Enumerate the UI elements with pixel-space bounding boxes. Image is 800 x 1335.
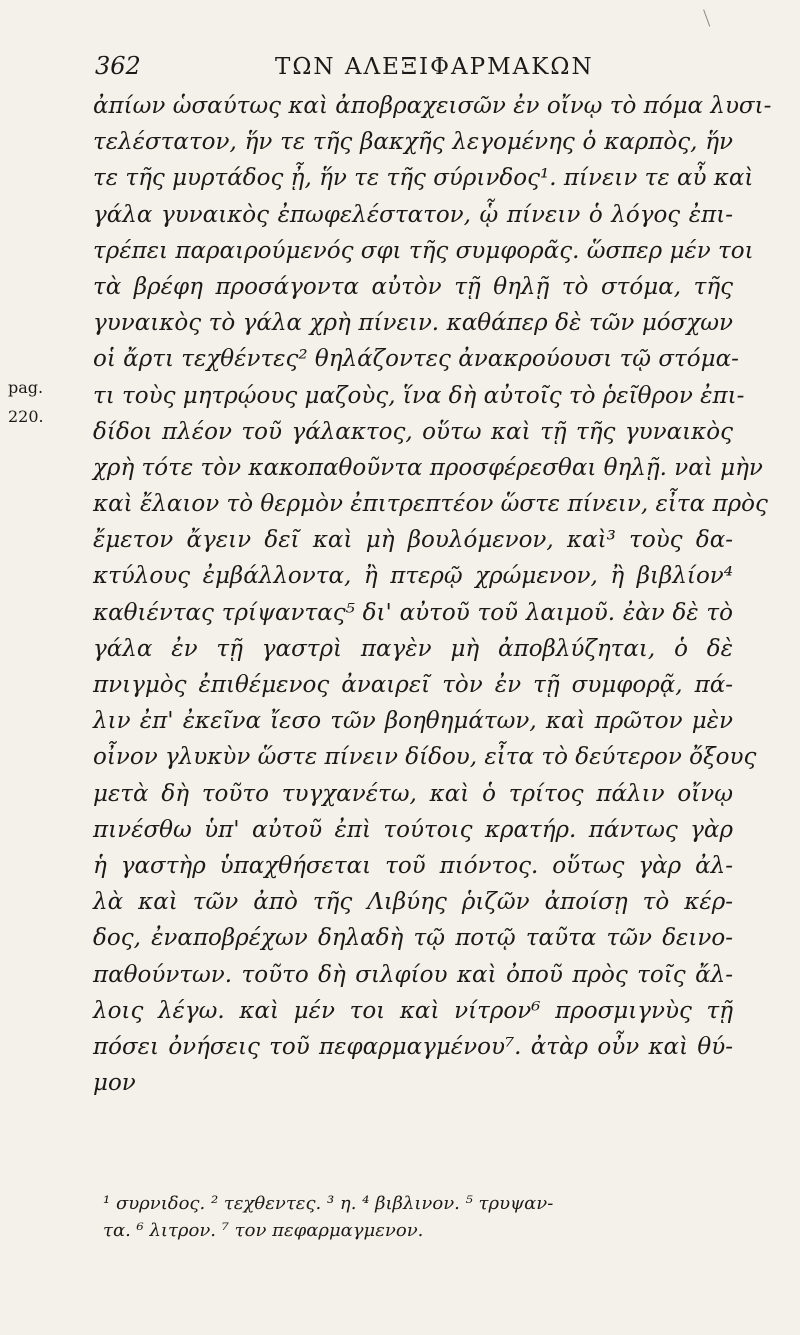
text-line: λιν ἐπ' ἐκεῖνα ἴεσο τῶν βοηθημάτων, καὶ πρῶτον μὲν (93, 708, 733, 735)
text-line: γάλα γυναικὸς ἐπωφελέστατον, ᾧ πίνειν ὁ λόγος ἐπι- (93, 201, 733, 228)
text-line: γυναικὸς τὸ γάλα χρὴ πίνειν. καθάπερ δὲ τῶν μόσχων (93, 310, 733, 337)
margin-page-number: 220. (8, 407, 44, 426)
text-line: πνιγμὸς ἐπιθέμενος ἀναιρεῖ τὸν ἐν τῇ συμφορᾷ, πά- (93, 672, 733, 698)
text-line: δίδοι πλέον τοῦ γάλακτος, οὕτω καὶ τῇ τῆς γυναικὸς (93, 418, 733, 445)
margin-page-reference (8, 373, 44, 431)
main-text (93, 88, 772, 1101)
text-line: χρὴ τότε τὸν κακοπαθοῦντα προσφέρεσθαι θηλῇ. ναὶ μὴν (93, 454, 763, 481)
text-line: ἡ γαστὴρ ὑπαχθήσεται τοῦ πιόντος. οὕτως γὰρ ἀλ- (93, 852, 733, 879)
text-line: τελέστατον, ἥν τε τῆς βακχῆς λεγομένης ὁ καρπὸς, ἥν (93, 129, 733, 156)
text-line: τι τοὺς μητρῴους μαζοὺς, ἵνα δὴ αὐτοῖς τὸ ῥεῖθρον ἐπι- (93, 382, 745, 409)
text-line: γάλα ἐν τῇ γαστρὶ παγὲν μὴ ἀποβλύζηται, ὁ δὲ (93, 635, 733, 662)
text-line: λὰ καὶ τῶν ἀπὸ τῆς Λιβύης ῥιζῶν ἀποίσῃ τὸ κέρ- (93, 889, 733, 916)
footnote-line: τα. ⁶ λιτρον. ⁷ τον πεφαρμαγμενον. (103, 1220, 424, 1241)
running-title: ΤΩΝ ΑΛΕΞΙΦΑΡΜΑΚΩΝ (275, 54, 594, 80)
text-line: μον (93, 1070, 136, 1097)
text-line: τρέπει παραιρούμενός σφι τῆς συμφορᾶς. ὥσπερ μέν τοι (93, 237, 754, 264)
text-line: κτύλους ἐμβάλλοντα, ἢ πτερῷ χρώμενον, ἢ βιβλίον⁴ (93, 563, 733, 590)
text-line: τε τῆς μυρτάδος ᾖ, ἥν τε τῆς σύρινδος¹. πίνειν τε αὖ καὶ (93, 165, 754, 192)
text-line: ἀπίων ὡσαύτως καὶ ἀποβραχεισῶν ἐν οἴνῳ τὸ πόμα λυσι- (93, 93, 772, 119)
page-number: 362 (95, 52, 141, 80)
footnote-line: ¹ συρνιδος. ² τεχθεντες. ³ η. ⁴ βιβλινον. ⁵ τρυψαν- (103, 1193, 554, 1214)
footnotes (103, 1190, 733, 1244)
text-line: λοις λέγω. καὶ μέν τοι καὶ νίτρον⁶ προσμιγνὺς τῇ (93, 997, 733, 1024)
text-line: οἶνον γλυκὺν ὥστε πίνειν δίδου, εἶτα τὸ δεύτερον ὄξους (93, 744, 757, 771)
text-line: καὶ ἔλαιον τὸ θερμὸν ἐπιτρεπτέον ὥστε πίνειν, εἶτα πρὸς (93, 491, 768, 518)
text-line: πόσει ὀνήσεις τοῦ πεφαρμαγμένου⁷. ἀτὰρ οὖν καὶ θύ- (93, 1033, 733, 1060)
margin-page-label: pag. (8, 378, 44, 397)
text-line: μετὰ δὴ τοῦτο τυγχανέτω, καὶ ὁ τρίτος πάλιν οἴνῳ (93, 780, 733, 807)
text-line: πινέσθω ὑπ' αὐτοῦ ἐπὶ τούτοις κρατήρ. πάντως γὰρ (93, 816, 733, 843)
text-line: οἱ ἄρτι τεχθέντες² θηλάζοντες ἀνακρούουσι τῷ στόμα- (93, 346, 739, 373)
sheet-mark (703, 7, 716, 26)
text-line: δος, ἐναποβρέχων δηλαδὴ τῷ ποτῷ ταῦτα τῶν δεινο- (93, 925, 733, 952)
text-line: τὰ βρέφη προσάγοντα αὐτὸν τῇ θηλῇ τὸ στόμα, τῆς (93, 273, 733, 300)
text-line: ἔμετον ἄγειν δεῖ καὶ μὴ βουλόμενον, καὶ³ τοὺς δα- (93, 527, 733, 554)
text-line: παθούντων. τοῦτο δὴ σιλφίου καὶ ὀποῦ πρὸς τοῖς ἄλ- (93, 961, 733, 988)
text-line: καθιέντας τρίψαντας⁵ δι' αὐτοῦ τοῦ λαιμοῦ. ἐὰν δὲ τὸ (93, 599, 733, 626)
page-header (95, 52, 735, 86)
